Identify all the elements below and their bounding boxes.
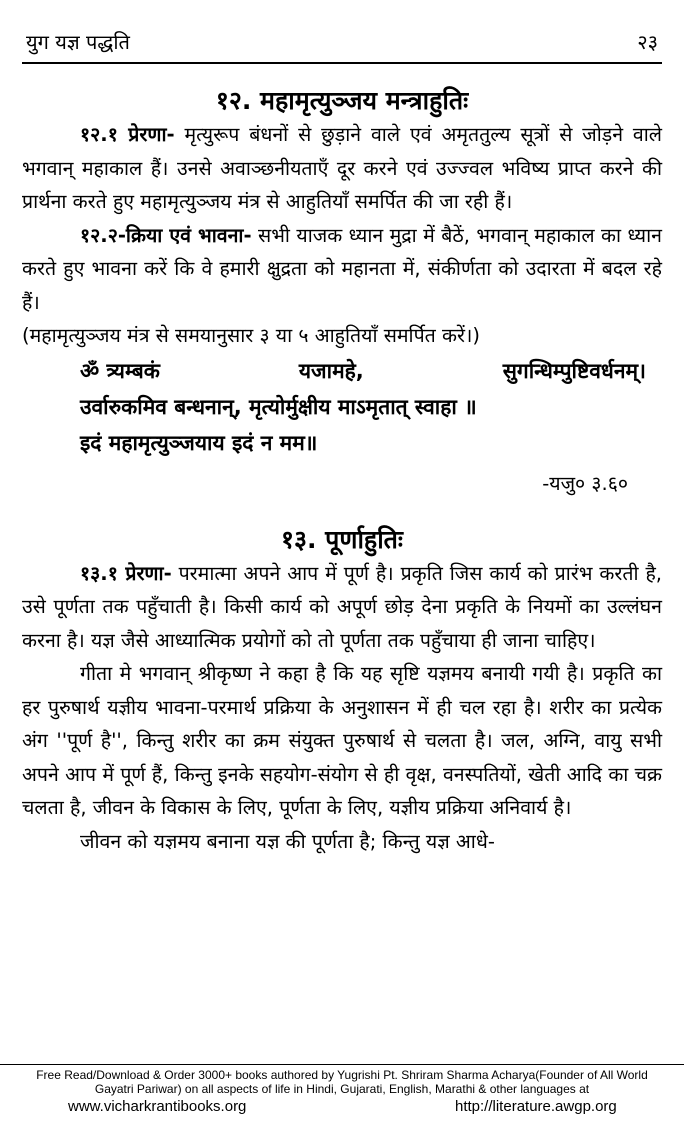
section-13-1-text: परमात्मा अपने आप में पूर्ण है। प्रकृति जिस कार्य को प्रारंभ करती है, उसे पूर्णता तक पहुँचाती है। किसी कार्य को अपूर्ण छोड़ देना प्रकृति के नियमों का उल्लंघन करना है। यज्ञ जैसे आध्यात्मिक प्रयोगों को तो पूर्णता तक पहुँचाया ही जाना चाहिए। — [22, 561, 662, 652]
page-footer — [0, 1064, 684, 1118]
section-gap — [22, 501, 662, 523]
section-13-1-paragraph — [22, 557, 662, 658]
page-number: २३ — [637, 30, 658, 54]
section-12-1-label: १२.१ प्रेरणा- — [80, 123, 175, 146]
mantra-block — [80, 353, 662, 461]
section-12-1-text: मृत्युरूप बंधनों से छुड़ाने वाले एवं अमृततुल्य सूत्रों से जोड़ने वाले भगवान् महाकाल हैं। उनसे अवाञ्छनीयताएँ दूर करने एवं उज्ज्वल भविष्य प्राप्त करने की प्रार्थना करते हुए महामृत्युञ्जय मंत्र से आहुतियाँ समर्पित की जा रही हैं। — [22, 123, 662, 213]
section-12-2-label: १२.२-क्रिया एवं भावना- — [80, 223, 252, 247]
section-12-2-text: सभी याजक ध्यान मुद्रा में बैठें, भगवान् महाकाल का ध्यान करते हुए भावना करें कि वे हमारी क्षुद्रता को महानता में, संकीर्णता को उदारता में बदल रहे हैं। — [22, 223, 662, 314]
mantra-line-1-part-1: ॐ त्र्यम्बकं — [80, 358, 160, 383]
page-body — [22, 80, 662, 858]
mantra-line-1-part-3: सुगन्धिम्पुष्टिवर्धनम्। — [502, 358, 646, 383]
mantra-line-1 — [80, 353, 646, 389]
section-12-2-paragraph — [22, 219, 662, 320]
mantra-line-3: इदं महामृत्युञ्जयाय इदं न मम॥ — [80, 430, 318, 455]
section-12-1-paragraph — [22, 118, 662, 219]
footer-link-literature[interactable]: http://literature.awgp.org — [455, 1098, 617, 1115]
mantra-instruction: (महामृत्युञ्जय मंत्र से समयानुसार ३ या ५ आहुतियाँ समर्पित करें।) — [22, 324, 480, 347]
mantra-line-2: उर्वारुकमिव बन्धनान्, मृत्योर्मुक्षीय माऽमृतात् स्वाहा ॥ — [80, 394, 477, 419]
page-header — [22, 22, 662, 64]
footer-links — [0, 1098, 684, 1118]
footer-note: Free Read/Download & Order 3000+ books authored by Yugrishi Pt. Shriram Sharma Acharya(Founder of All World Gayatri Pariwar) on all aspects of life in Hindi, Gujarati, English, Marathi & other languages at — [36, 1068, 648, 1096]
book-title: युग यज्ञ पद्धति — [26, 30, 130, 54]
section-13-paragraph-3: जीवन को यज्ञमय बनाना यज्ञ की पूर्णता है; किन्तु यज्ञ आधे- — [80, 829, 495, 853]
section-13-1-label: १३.१ प्रेरणा- — [80, 561, 172, 585]
mantra-line-1-part-2: यजामहे, — [298, 358, 364, 383]
footer-link-vicharkranti[interactable]: www.vicharkrantibooks.org — [68, 1098, 247, 1115]
mantra-reference: -यजु० ३.६० — [542, 471, 628, 495]
section-12-heading: १२. महामृत्युञ्जय मन्त्राहुतिः — [215, 86, 469, 115]
section-13-paragraph-2: गीता मे भगवान् श्रीकृष्ण ने कहा है कि यह सृष्टि यज्ञमय बनायी गयी है। प्रकृति का हर पुरुषार्थ यज्ञीय भावना-परमार्थ प्रक्रिया के अनुशासन में ही चल रहा है। शरीर का प्रत्येक अंग ''पूर्ण है'', किन्तु शरीर का क्रम संयुक्त पुरुषार्थ से चलता है। जल, अग्नि, वायु सभी अपने आप में पूर्ण हैं, किन्तु इनके सहयोग-संयोग से ही वृक्ष, वनस्पतियों, खेती आदि का चक्र चलता है, जीवन के विकास के लिए, पूर्णता के लिए, यज्ञीय प्रक्रिया अनिवार्य है। — [22, 662, 662, 819]
section-13-heading: १३. पूर्णाहुतिः — [280, 524, 403, 554]
